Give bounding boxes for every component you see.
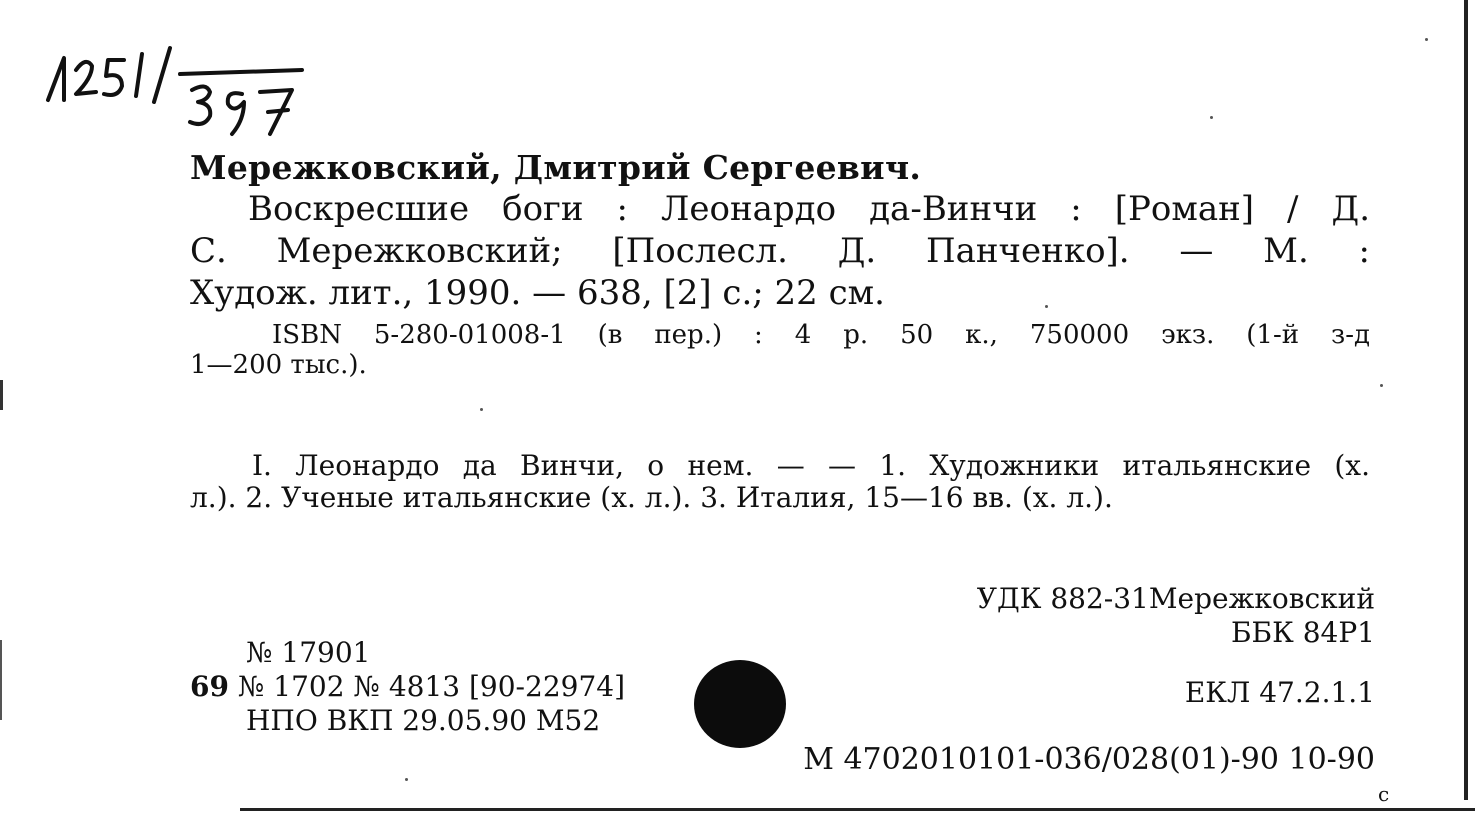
punch-hole xyxy=(694,660,786,748)
handwritten-call-number xyxy=(30,30,320,140)
card-left-mark xyxy=(0,380,3,410)
npo-line: НПО ВКП 29.05.90 М52 xyxy=(246,704,601,737)
speck xyxy=(405,778,408,781)
print-codes xyxy=(190,636,625,738)
bbk-code: ББК 84Р1 xyxy=(1230,616,1375,649)
ekl-code: ЕКЛ 47.2.1.1 xyxy=(1184,676,1375,709)
author-heading: Мережковский, Дмитрий Сергеевич. xyxy=(190,148,922,187)
bibliographic-description xyxy=(190,188,1370,314)
udk-code: УДК 882-31Мережковский xyxy=(976,582,1375,615)
order-line xyxy=(190,670,625,704)
subject-headings xyxy=(190,450,1370,514)
speck xyxy=(480,408,483,411)
description-line: Воскресшие боги : Леонардо да-Винчи : [Роман] / Д. xyxy=(248,189,1370,229)
isbn-line: ISBN 5-280-01008-1 (в пер.) : 4 р. 50 к., 750000 экз. (1-й з-д xyxy=(272,320,1370,350)
speck xyxy=(1425,38,1428,41)
number-line: № 17901 xyxy=(246,636,371,669)
order-text: № 1702 № 4813 [90-22974] xyxy=(237,670,625,703)
description-line: Худож. лит., 1990. — 638, [2] с.; 22 см. xyxy=(190,273,885,313)
corner-mark: c xyxy=(1378,782,1390,806)
card-left-mark-lower xyxy=(0,640,2,720)
subject-line: I. Леонардо да Винчи, о нем. — — 1. Художники итальянские (х. xyxy=(252,449,1370,482)
isbn-block xyxy=(190,320,1370,380)
speck xyxy=(1045,305,1048,308)
description-line: С. Мережковский; [Послесл. Д. Панченко]. — М. : xyxy=(190,231,1370,271)
m-code: М 4702010101-036/028(01)-90 10-90 xyxy=(803,742,1375,777)
order-prefix: 69 xyxy=(190,670,229,703)
card-bottom-edge xyxy=(240,808,1475,811)
speck xyxy=(1380,384,1383,387)
subject-line: л.). 2. Ученые итальянские (х. л.). 3. Италия, 15—16 вв. (х. л.). xyxy=(190,481,1113,514)
isbn-line: 1—200 тыс.). xyxy=(190,350,367,380)
speck xyxy=(1210,116,1213,119)
card-right-edge xyxy=(1464,0,1468,800)
